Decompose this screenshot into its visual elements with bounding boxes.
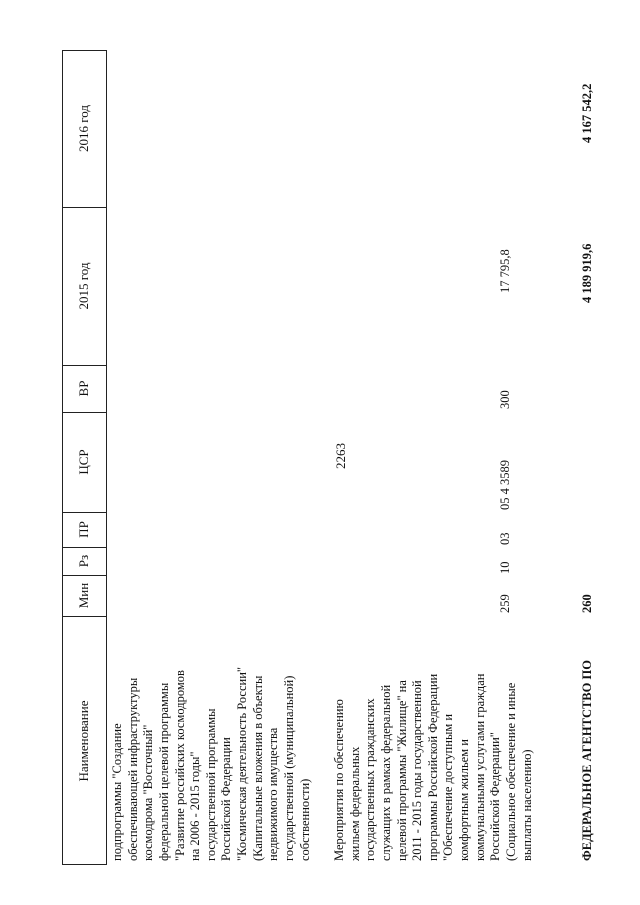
column-header-pr: ПР: [62, 512, 106, 548]
row3-2015: 4 189 919,6: [580, 243, 594, 303]
column-header-2016: 2016 год: [62, 50, 106, 208]
row2-rz: 10: [498, 561, 512, 574]
row1-line: Российской Федерации: [219, 737, 234, 861]
row2-line: жильем федеральных: [347, 746, 362, 861]
row2-line: целевой программы "Жилище" на: [394, 680, 409, 861]
row2-line: коммунальными услугами граждан: [472, 673, 487, 861]
row2-line: комфортным жильем и: [457, 739, 471, 861]
row2-line: "Обеспечение доступным и: [441, 713, 456, 861]
row2-2015: 17 795,8: [498, 249, 512, 293]
row2-line: Мероприятия по обеспечению: [332, 699, 346, 861]
budget-table: [62, 50, 612, 865]
page-number: 2263: [333, 443, 348, 469]
row2-csr: 05 4 3589: [498, 460, 512, 510]
row1-line: собственности): [297, 778, 312, 861]
column-header-csr: ЦСР: [62, 412, 106, 513]
row1-line: подпрограммы "Создание: [110, 723, 124, 861]
row1-line: (Капитальные вложения в объекты: [250, 675, 265, 861]
column-header-name: Наименование: [76, 700, 91, 782]
column-header-2015: 2015 год: [62, 207, 106, 366]
row1-line: государственной программы: [203, 708, 218, 861]
row1-line: государственной (муниципальной): [281, 675, 296, 861]
row2-vr: 300: [498, 390, 512, 409]
column-header-min: Мин: [62, 575, 106, 617]
row3-name: ФЕДЕРАЛЬНОЕ АГЕНТСТВО ПО: [580, 660, 594, 861]
row2-line: (Социальное обеспечение и иные: [503, 682, 518, 861]
row1-line: недвижимого имущества: [266, 727, 281, 861]
row3-min: 260: [580, 594, 594, 613]
row2-line: 2011 - 2015 годы государственной: [410, 680, 425, 861]
row1-line: федеральной целевой программы: [156, 682, 171, 861]
row1-line: космодрома "Восточный": [141, 724, 156, 861]
row1-line: "Развитие российских космодромов: [172, 670, 187, 861]
row1-line: обеспечивающей инфраструктуры: [125, 677, 140, 861]
row1-name: [110, 619, 313, 861]
row1-line: "Космическая деятельность России": [235, 666, 249, 861]
row2-line: выплаты населению): [519, 749, 534, 861]
row2-line: Российской Федерации": [488, 732, 503, 861]
row2-line: программы Российской Федерации: [425, 673, 440, 861]
row2-name: [332, 619, 535, 861]
row2-line: государственных гражданских: [363, 698, 378, 861]
row3-2016: 4 167 542,2: [580, 83, 594, 143]
header-bottom-border: [106, 50, 107, 865]
row1-line: на 2006 - 2015 годы": [188, 751, 203, 861]
column-header-vr: ВР: [62, 365, 106, 413]
row2-pr: 03: [498, 532, 512, 545]
row2-line: служащих в рамках федеральной: [378, 684, 393, 861]
row2-min: 259: [498, 594, 512, 613]
column-header-rz: Рз: [62, 547, 106, 576]
